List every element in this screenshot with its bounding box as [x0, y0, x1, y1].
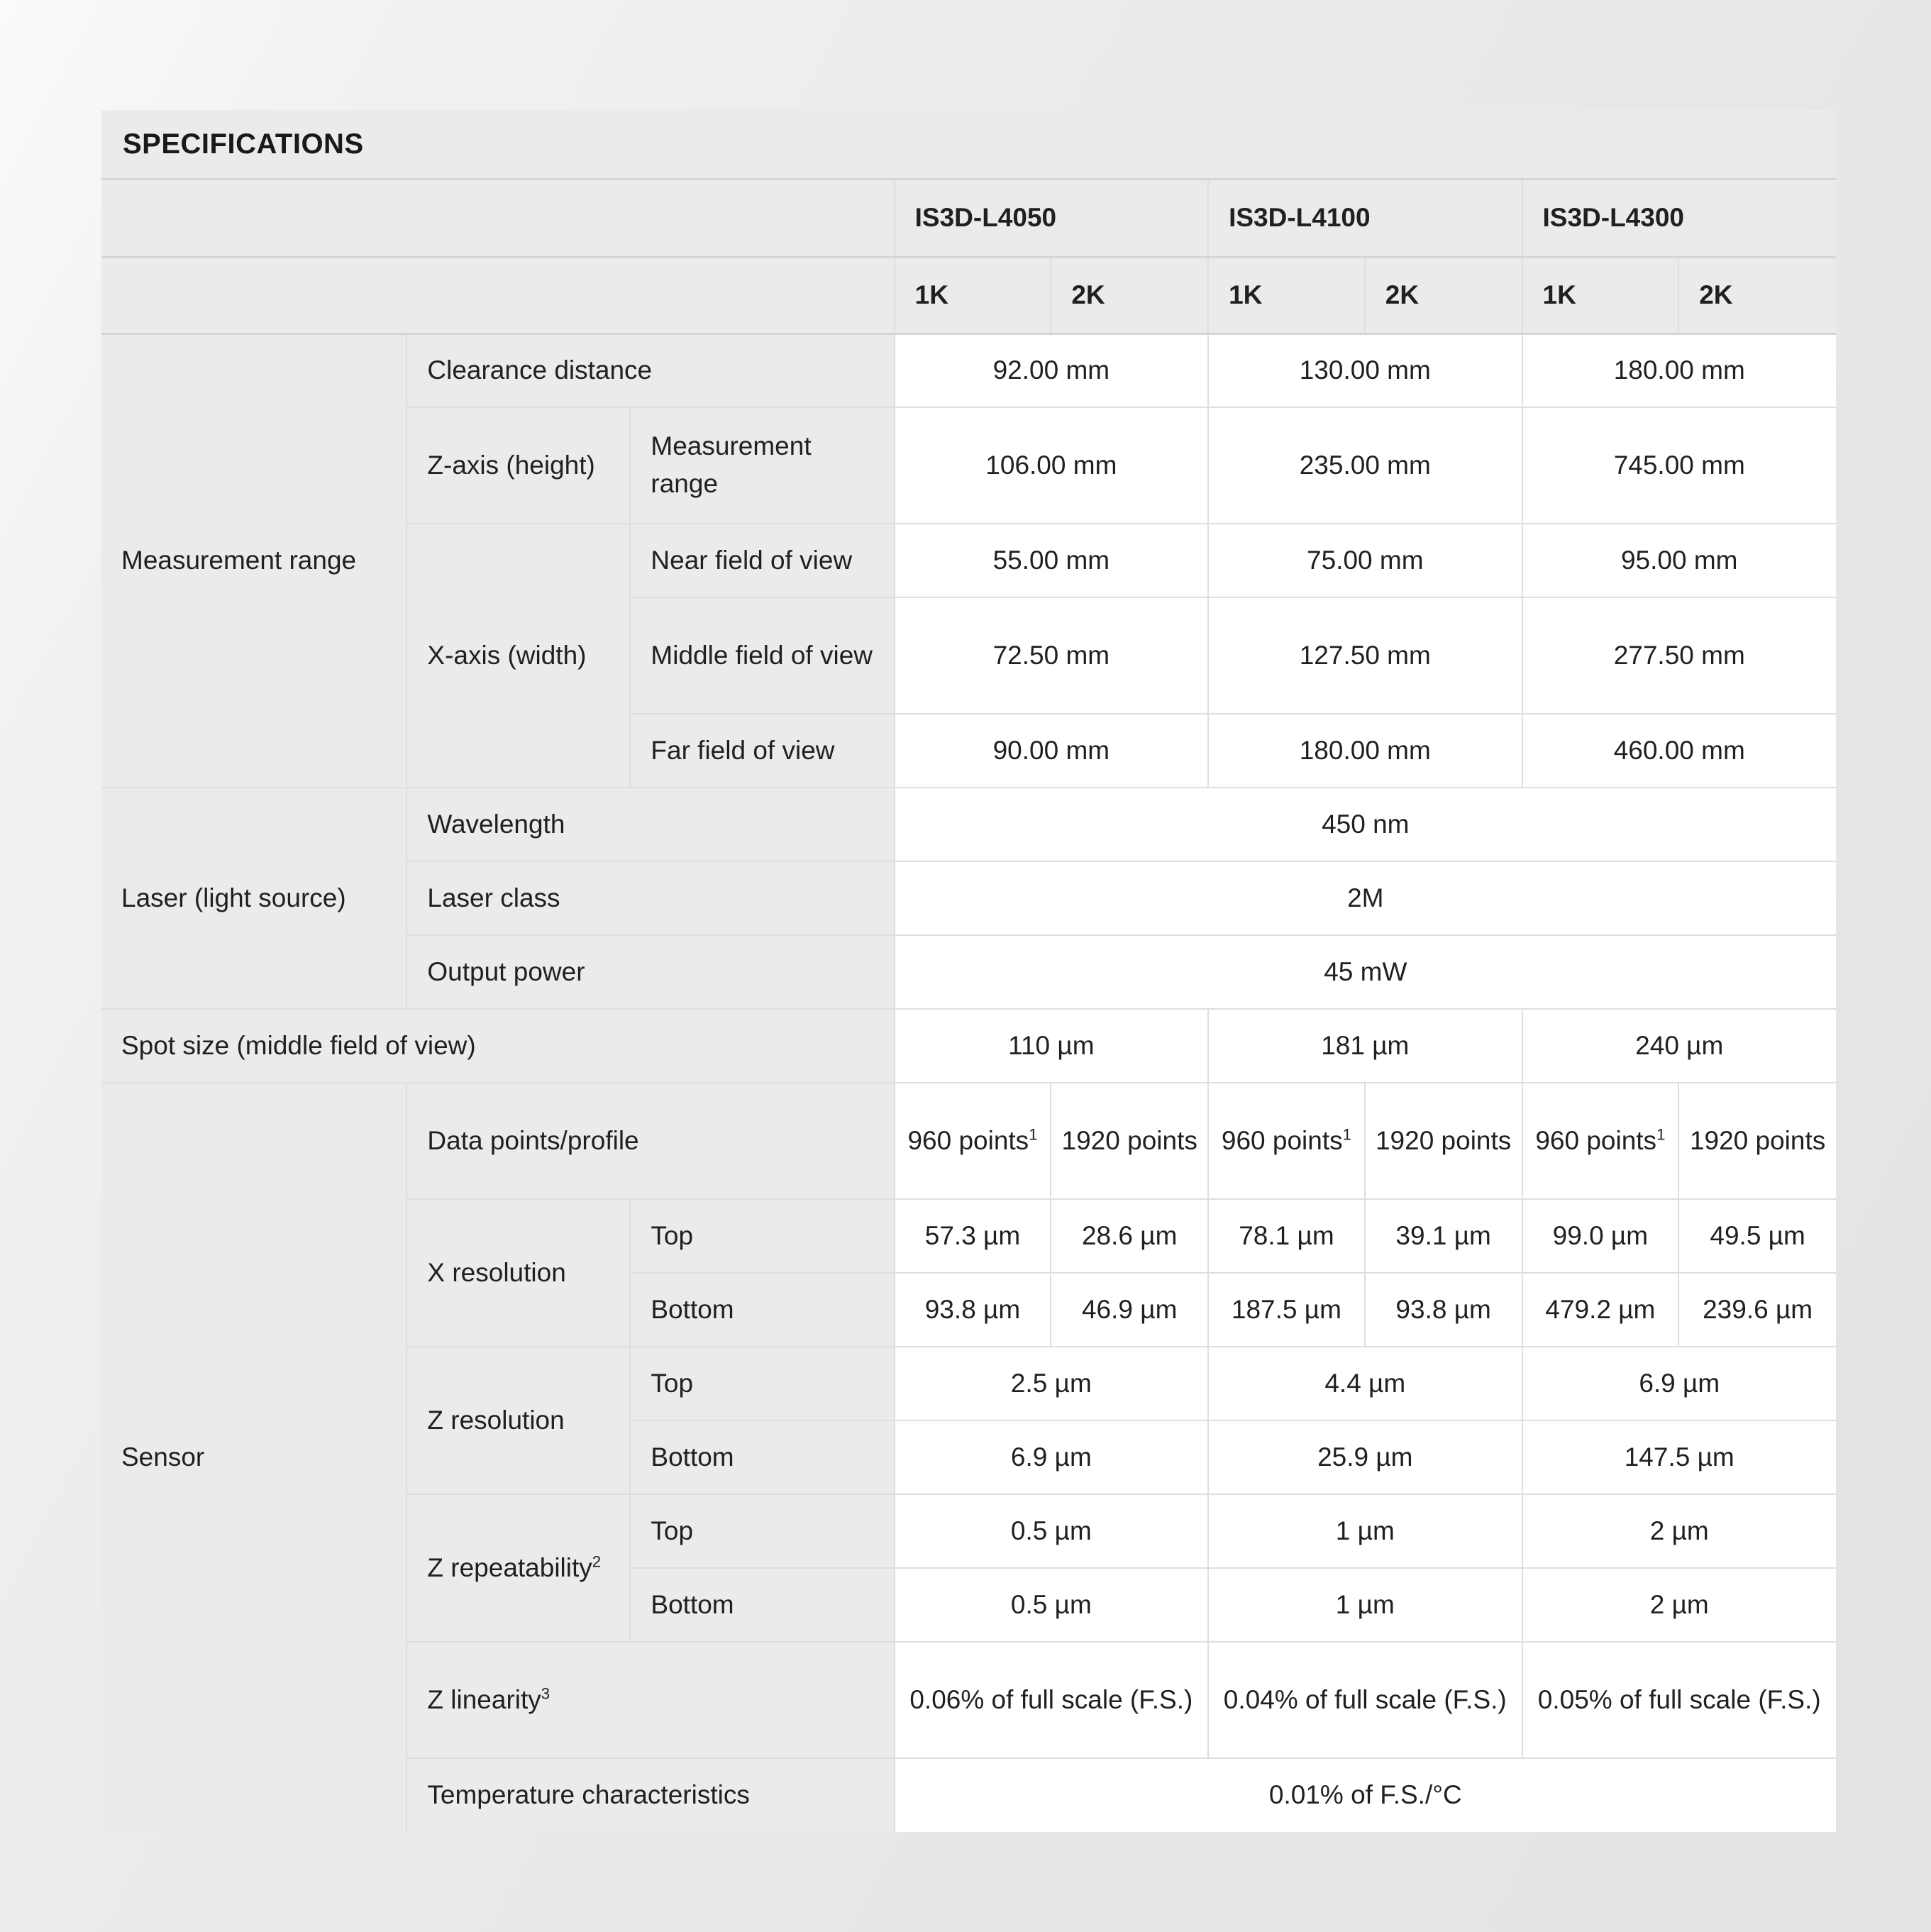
far-fov-value: 180.00 mm: [1208, 714, 1522, 788]
x-res-top-value: 78.1 µm: [1208, 1199, 1365, 1273]
data-points-value: [1051, 1083, 1208, 1199]
data-points-value: [895, 1083, 1051, 1199]
variant-header: 2K: [1365, 257, 1522, 333]
z-rep-bottom-value: 0.5 µm: [895, 1568, 1208, 1642]
x-res-bottom-value: 46.9 µm: [1051, 1273, 1208, 1347]
label-clearance-distance: Clearance distance: [406, 333, 894, 407]
x-res-bottom-value: 187.5 µm: [1208, 1273, 1365, 1347]
label-z-resolution: Z resolution: [406, 1347, 630, 1494]
variant-header: 1K: [1522, 257, 1679, 333]
label-temperature: Temperature characteristics: [406, 1758, 894, 1832]
z-rep-top-value: 0.5 µm: [895, 1494, 1208, 1568]
x-res-bottom-value: 93.8 µm: [895, 1273, 1051, 1347]
data-points-text: 1920 points: [1689, 1125, 1826, 1155]
label-laser-class: Laser class: [406, 861, 894, 935]
label-top: Top: [630, 1347, 894, 1420]
variant-header-row: [101, 257, 1836, 333]
specifications-card: [101, 110, 1836, 1832]
x-res-bottom-value: 479.2 µm: [1522, 1273, 1679, 1347]
specifications-table: [101, 180, 1836, 1832]
data-points-text: 1920 points: [1061, 1125, 1197, 1155]
data-points-text: 1920 points: [1375, 1125, 1512, 1155]
label-near-fov: Near field of view: [630, 524, 894, 597]
data-points-value: [1522, 1083, 1679, 1199]
label-bottom: Bottom: [630, 1568, 894, 1642]
clearance-value: 180.00 mm: [1522, 333, 1837, 407]
z-res-top-value: 4.4 µm: [1208, 1347, 1522, 1420]
group-sensor: Sensor: [101, 1083, 406, 1832]
footnote-1-marker: 1: [1342, 1125, 1351, 1144]
spot-size-value: 181 µm: [1208, 1009, 1522, 1083]
label-wavelength: Wavelength: [406, 788, 894, 861]
variant-empty-cell: [101, 257, 895, 333]
variant-header: 1K: [895, 257, 1051, 333]
z-repeatability-text: Z repeatability: [427, 1552, 592, 1582]
specifications-title: SPECIFICATIONS: [101, 110, 1836, 180]
label-top: Top: [630, 1199, 894, 1273]
z-rep-top-value: 2 µm: [1522, 1494, 1837, 1568]
laser-class-value: 2M: [895, 861, 1836, 935]
footnote-1-marker: 1: [1029, 1125, 1038, 1144]
data-points-value: [1208, 1083, 1365, 1199]
data-points-text: 960 points: [1221, 1125, 1343, 1155]
z-res-top-value: 2.5 µm: [895, 1347, 1208, 1420]
z-rep-top-value: 1 µm: [1208, 1494, 1522, 1568]
middle-fov-value: 277.50 mm: [1522, 597, 1837, 714]
label-z-axis: Z-axis (height): [406, 407, 630, 524]
label-z-linearity: [406, 1642, 894, 1758]
spot-size-value: 240 µm: [1522, 1009, 1837, 1083]
label-middle-fov: Middle field of view: [630, 597, 894, 714]
row-wavelength: [101, 788, 1836, 861]
footnote-1-marker: 1: [1656, 1125, 1666, 1144]
model-header-l4050: IS3D-L4050: [895, 180, 1208, 257]
z-rep-bottom-value: 2 µm: [1522, 1568, 1837, 1642]
near-fov-value: 55.00 mm: [895, 524, 1208, 597]
label-bottom: Bottom: [630, 1273, 894, 1347]
wavelength-value: 450 nm: [895, 788, 1836, 861]
near-fov-value: 95.00 mm: [1522, 524, 1837, 597]
output-power-value: 45 mW: [895, 935, 1836, 1009]
variant-header: 1K: [1208, 257, 1365, 333]
z-range-value: 106.00 mm: [895, 407, 1208, 524]
label-output-power: Output power: [406, 935, 894, 1009]
group-measurement-range: Measurement range: [101, 333, 406, 788]
label-top: Top: [630, 1494, 894, 1568]
x-res-bottom-value: 239.6 µm: [1678, 1273, 1836, 1347]
header-empty-cell: [101, 180, 895, 257]
label-z-repeatability: [406, 1494, 630, 1642]
x-res-top-value: 99.0 µm: [1522, 1199, 1679, 1273]
label-z-axis-measurement-range: Measurement range: [630, 407, 894, 524]
middle-fov-value: 127.50 mm: [1208, 597, 1522, 714]
data-points-value: [1365, 1083, 1522, 1199]
footnote-3-marker: 3: [541, 1684, 550, 1703]
row-data-points: [101, 1083, 1836, 1199]
z-res-bottom-value: 6.9 µm: [895, 1420, 1208, 1494]
variant-header: 2K: [1678, 257, 1836, 333]
z-range-value: 745.00 mm: [1522, 407, 1837, 524]
clearance-value: 130.00 mm: [1208, 333, 1522, 407]
z-range-value: 235.00 mm: [1208, 407, 1522, 524]
x-res-top-value: 28.6 µm: [1051, 1199, 1208, 1273]
x-res-top-value: 57.3 µm: [895, 1199, 1051, 1273]
label-bottom: Bottom: [630, 1420, 894, 1494]
model-header-l4300: IS3D-L4300: [1522, 180, 1837, 257]
z-linearity-value: 0.06% of full scale (F.S.): [895, 1642, 1208, 1758]
data-points-text: 960 points: [1535, 1125, 1657, 1155]
label-spot-size: Spot size (middle field of view): [101, 1009, 895, 1083]
x-res-top-value: 39.1 µm: [1365, 1199, 1522, 1273]
data-points-text: 960 points: [907, 1125, 1029, 1155]
z-linearity-value: 0.04% of full scale (F.S.): [1208, 1642, 1522, 1758]
near-fov-value: 75.00 mm: [1208, 524, 1522, 597]
label-far-fov: Far field of view: [630, 714, 894, 788]
middle-fov-value: 72.50 mm: [895, 597, 1208, 714]
far-fov-value: 460.00 mm: [1522, 714, 1837, 788]
z-res-bottom-value: 25.9 µm: [1208, 1420, 1522, 1494]
z-res-top-value: 6.9 µm: [1522, 1347, 1837, 1420]
z-rep-bottom-value: 1 µm: [1208, 1568, 1522, 1642]
temperature-value: 0.01% of F.S./°C: [895, 1758, 1836, 1832]
group-laser: Laser (light source): [101, 788, 406, 1009]
label-x-axis: X-axis (width): [406, 524, 630, 788]
spot-size-value: 110 µm: [895, 1009, 1208, 1083]
model-header-row: [101, 180, 1836, 257]
x-res-top-value: 49.5 µm: [1678, 1199, 1836, 1273]
label-data-points: Data points/profile: [406, 1083, 894, 1199]
z-res-bottom-value: 147.5 µm: [1522, 1420, 1837, 1494]
model-header-l4100: IS3D-L4100: [1208, 180, 1522, 257]
variant-header: 2K: [1051, 257, 1208, 333]
z-linearity-value: 0.05% of full scale (F.S.): [1522, 1642, 1837, 1758]
z-linearity-text: Z linearity: [427, 1684, 541, 1714]
far-fov-value: 90.00 mm: [895, 714, 1208, 788]
clearance-value: 92.00 mm: [895, 333, 1208, 407]
data-points-value: [1678, 1083, 1836, 1199]
row-clearance-distance: [101, 333, 1836, 407]
row-spot-size: [101, 1009, 1836, 1083]
footnote-2-marker: 2: [592, 1552, 602, 1571]
label-x-resolution: X resolution: [406, 1199, 630, 1347]
x-res-bottom-value: 93.8 µm: [1365, 1273, 1522, 1347]
